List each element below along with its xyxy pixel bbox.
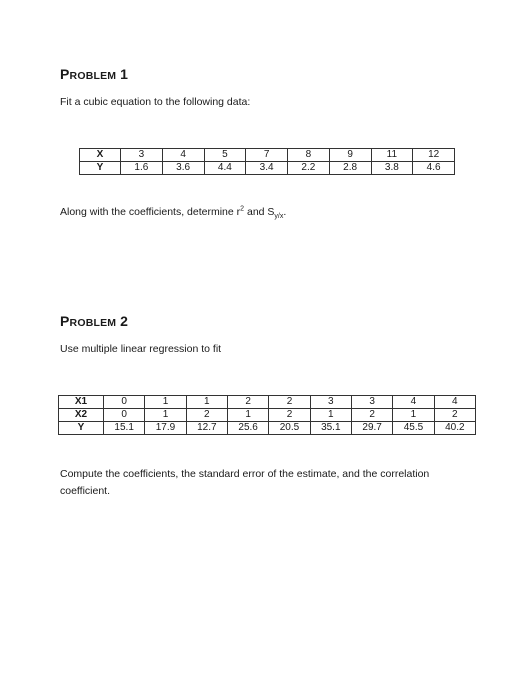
table-cell: 29.7: [351, 422, 392, 435]
table-cell: 11: [371, 149, 413, 162]
table-cell: 3.4: [246, 162, 288, 175]
table-cell: 2: [186, 409, 227, 422]
table-cell: 2: [227, 396, 268, 409]
table-cell: 4.4: [204, 162, 246, 175]
table-cell: 12.7: [186, 422, 227, 435]
problem-2-data-table: [58, 395, 476, 435]
problem-1-note: [60, 204, 286, 221]
table-cell: 2: [351, 409, 392, 422]
table-cell: 8: [288, 149, 330, 162]
row-label-x: X: [80, 149, 121, 162]
problem-1-heading: [60, 66, 128, 82]
heading-rest: ROBLEM: [69, 70, 117, 82]
heading-number: 2: [120, 313, 129, 329]
table-cell: 2: [434, 409, 475, 422]
note-text-mid: and S: [244, 206, 275, 218]
table-cell: 5: [204, 149, 246, 162]
problem-2-heading: [60, 313, 128, 329]
note-text: Along with the coefficients, determine r: [60, 206, 241, 218]
table-cell: 1: [393, 409, 434, 422]
table-row-y: [80, 162, 455, 175]
row-label-y: Y: [59, 422, 104, 435]
table-cell: 45.5: [393, 422, 434, 435]
table-row-x2: [59, 409, 476, 422]
table-row-x: [80, 149, 455, 162]
table-cell: 25.6: [227, 422, 268, 435]
table-cell: 1: [186, 396, 227, 409]
table-cell: 7: [246, 149, 288, 162]
table-cell: 12: [413, 149, 455, 162]
problem-1-instruction: Fit a cubic equation to the following data:: [60, 96, 251, 108]
heading-rest: ROBLEM: [69, 317, 117, 329]
table-cell: 2.8: [329, 162, 371, 175]
table-row-x1: [59, 396, 476, 409]
heading-number: 1: [120, 66, 129, 82]
table-row-y: [59, 422, 476, 435]
problem-2-task: [60, 466, 480, 500]
table-cell: 40.2: [434, 422, 475, 435]
problem-2-instruction: Use multiple linear regression to fit: [60, 343, 222, 355]
problem-1-data-table: [79, 148, 455, 175]
table-cell: 35.1: [310, 422, 351, 435]
task-line-2: coefficient.: [60, 485, 111, 497]
table-cell: 3: [351, 396, 392, 409]
table-cell: 2: [269, 396, 310, 409]
table-cell: 3.8: [371, 162, 413, 175]
row-label-y: Y: [80, 162, 121, 175]
table-cell: 4: [393, 396, 434, 409]
note-period: .: [283, 206, 287, 218]
table-cell: 3: [310, 396, 351, 409]
table-cell: 3.6: [162, 162, 204, 175]
table-cell: 17.9: [145, 422, 186, 435]
row-label-x2: X2: [59, 409, 104, 422]
table-cell: 0: [104, 409, 145, 422]
note-subscript: y/x: [274, 213, 284, 221]
table-cell: 20.5: [269, 422, 310, 435]
row-label-x1: X1: [59, 396, 104, 409]
table-cell: 1: [310, 409, 351, 422]
table-cell: 1: [145, 396, 186, 409]
heading-initial: P: [60, 66, 70, 82]
table-cell: 1: [145, 409, 186, 422]
table-cell: 1: [227, 409, 268, 422]
table-cell: 0: [104, 396, 145, 409]
table-cell: 9: [329, 149, 371, 162]
table-cell: 3: [121, 149, 163, 162]
task-line-1: Compute the coefficients, the standard error of the estimate, and the correlation: [60, 468, 430, 480]
table-cell: 1.6: [121, 162, 163, 175]
table-cell: 2: [269, 409, 310, 422]
table-cell: 4: [434, 396, 475, 409]
table-cell: 4.6: [413, 162, 455, 175]
table-cell: 4: [162, 149, 204, 162]
table-cell: 2.2: [288, 162, 330, 175]
table-cell: 15.1: [104, 422, 145, 435]
heading-initial: P: [60, 313, 70, 329]
note-superscript: 2: [240, 205, 245, 213]
